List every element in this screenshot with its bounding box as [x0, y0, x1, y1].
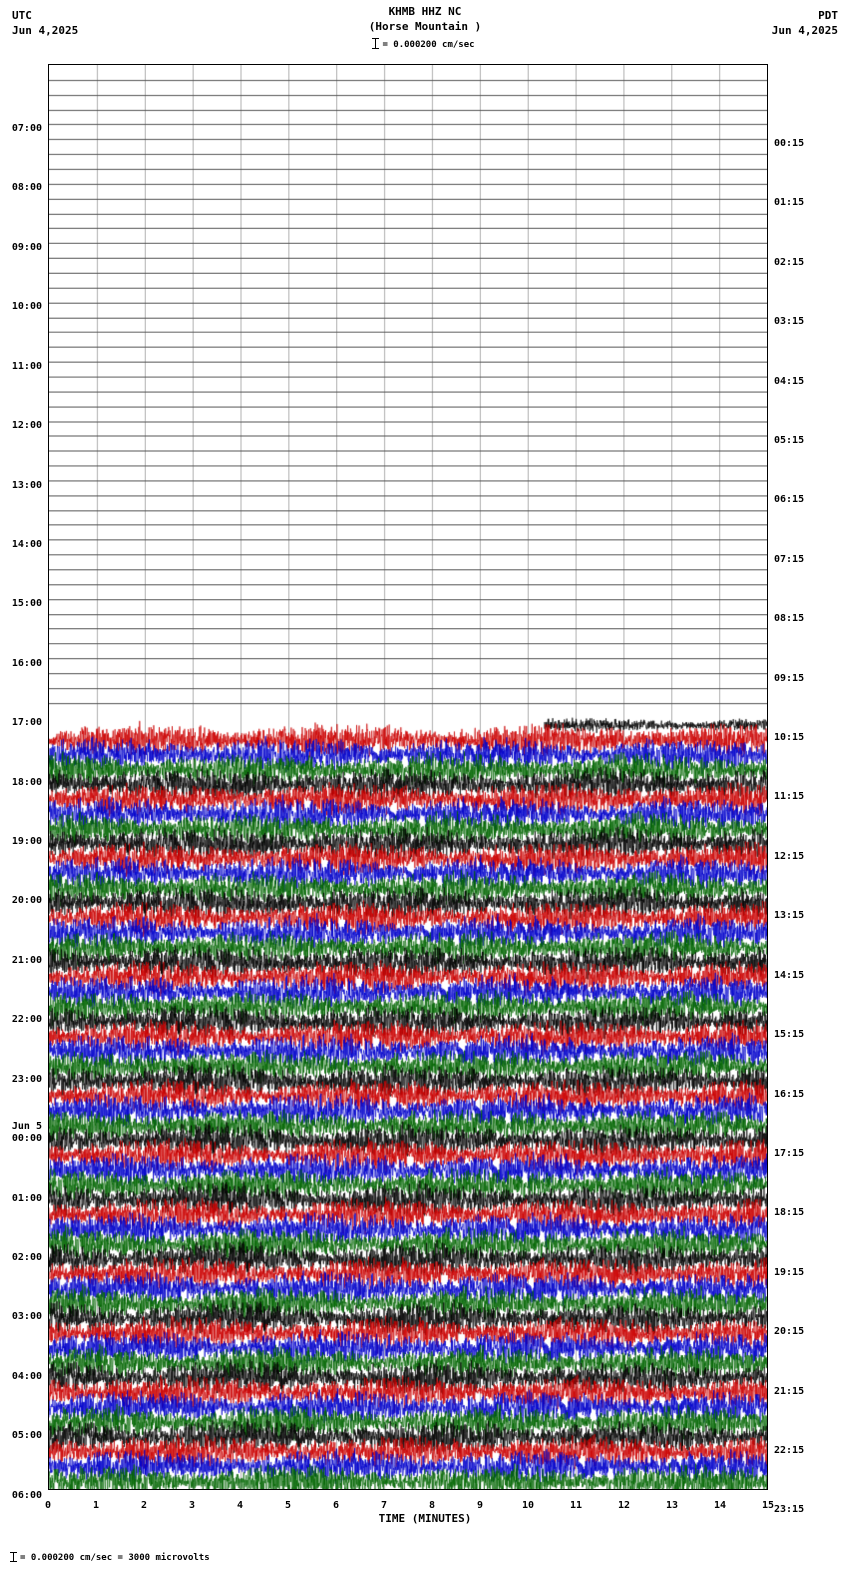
x-axis-tick-label: 5: [284, 1500, 292, 1511]
helicorder-plot: [48, 64, 768, 1490]
left-time-label: 09:00: [11, 241, 42, 253]
right-time-label: 09:15: [774, 672, 805, 684]
left-time-label: 00:00: [11, 1133, 42, 1145]
chart-header: [0, 0, 850, 56]
x-axis-tick-label: 10: [521, 1500, 535, 1511]
left-time-label: 03:00: [11, 1311, 42, 1323]
scale-legend-label: = 0.000200 cm/sec: [382, 40, 475, 50]
left-time-label: 15:00: [11, 598, 42, 610]
right-time-label: 23:15: [774, 1504, 805, 1516]
left-time-label: 12:00: [11, 420, 42, 432]
right-time-label: 13:15: [774, 910, 805, 922]
left-time-label: 06:00: [11, 1489, 42, 1501]
x-axis-tick-label: 2: [140, 1500, 148, 1511]
right-time-label: 03:15: [774, 316, 805, 328]
day-marker-label: Jun 5: [11, 1121, 42, 1133]
station-code-label: KHMB HHZ NC: [388, 5, 462, 18]
right-time-label: 00:15: [774, 137, 805, 149]
right-time-label: 12:15: [774, 850, 805, 862]
right-time-label: 18:15: [774, 1207, 805, 1219]
station-name-label: (Horse Mountain ): [368, 20, 482, 33]
amplitude-scale-legend: [0, 38, 850, 50]
left-time-label: 22:00: [11, 1014, 42, 1026]
left-date-label: Jun 4,2025: [12, 24, 79, 37]
right-time-label: 10:15: [774, 732, 805, 744]
right-time-label: 04:15: [774, 375, 805, 387]
x-axis-tick-label: 1: [92, 1500, 100, 1511]
left-time-label: 10:00: [11, 301, 42, 313]
right-time-label: 11:15: [774, 791, 805, 803]
x-axis-tick-label: 12: [617, 1500, 631, 1511]
x-axis-tick-label: 15: [761, 1500, 775, 1511]
footer-scale-note: [10, 1552, 210, 1563]
right-time-label: 06:15: [774, 494, 805, 506]
x-axis-tick-label: 7: [380, 1500, 388, 1511]
right-time-label: 14:15: [774, 969, 805, 981]
left-time-label: 16:00: [11, 657, 42, 669]
left-time-label: 23:00: [11, 1073, 42, 1085]
station-title-block: [0, 4, 850, 34]
right-time-label: 08:15: [774, 613, 805, 625]
right-time-label: 17:15: [774, 1147, 805, 1159]
left-time-label: 17:00: [11, 717, 42, 729]
right-time-label: 20:15: [774, 1326, 805, 1338]
right-time-label: 05:15: [774, 434, 805, 446]
right-time-label: 19:15: [774, 1266, 805, 1278]
left-time-label: 21:00: [11, 954, 42, 966]
right-time-axis: [770, 64, 840, 1516]
right-time-label: 15:15: [774, 1029, 805, 1041]
left-time-label: 04:00: [11, 1370, 42, 1382]
x-axis-tick-label: 11: [569, 1500, 583, 1511]
left-time-label: 20:00: [11, 895, 42, 907]
right-time-label: 21:15: [774, 1385, 805, 1397]
left-time-label: 07:00: [11, 123, 42, 134]
scale-bar-icon: [375, 38, 376, 49]
x-axis-tick-label: 4: [236, 1500, 244, 1511]
x-axis-tick-label: 13: [665, 1500, 679, 1511]
header-right-timezone-block: [772, 8, 838, 38]
x-axis-tick-label: 3: [188, 1500, 196, 1511]
right-time-label: 16:15: [774, 1088, 805, 1100]
right-time-label: 07:15: [774, 553, 805, 565]
x-axis-tick-label: 0: [44, 1500, 52, 1511]
seismogram-traces: [49, 65, 767, 1489]
x-axis-tick-label: 14: [713, 1500, 727, 1511]
left-time-axis: [0, 64, 46, 1501]
left-time-label: 18:00: [11, 776, 42, 788]
left-time-label: 01:00: [11, 1192, 42, 1204]
right-timezone-label: PDT: [818, 9, 838, 22]
right-time-label: 02:15: [774, 256, 805, 268]
right-date-label: Jun 4,2025: [771, 24, 838, 37]
right-time-label: 01:15: [774, 197, 805, 209]
right-time-label: 22:15: [774, 1445, 805, 1457]
left-time-label: 02:00: [11, 1251, 42, 1263]
left-time-label: 11:00: [11, 360, 42, 372]
x-axis-tick-label: 9: [476, 1500, 484, 1511]
left-time-label: 05:00: [11, 1430, 42, 1442]
left-time-label: 19:00: [11, 836, 42, 847]
x-axis-tick-label: 8: [428, 1500, 436, 1511]
footer-scale-bar-icon: [13, 1552, 14, 1562]
footer-scale-label: = 0.000200 cm/sec = 3000 microvolts: [20, 1553, 210, 1563]
x-axis-tick-label: 6: [332, 1500, 340, 1511]
left-time-label: 13:00: [11, 479, 42, 491]
left-timezone-label: UTC: [12, 9, 32, 22]
left-time-label: 08:00: [11, 182, 42, 194]
left-time-label: 14:00: [11, 538, 42, 550]
x-axis-title: TIME (MINUTES): [378, 1512, 472, 1525]
